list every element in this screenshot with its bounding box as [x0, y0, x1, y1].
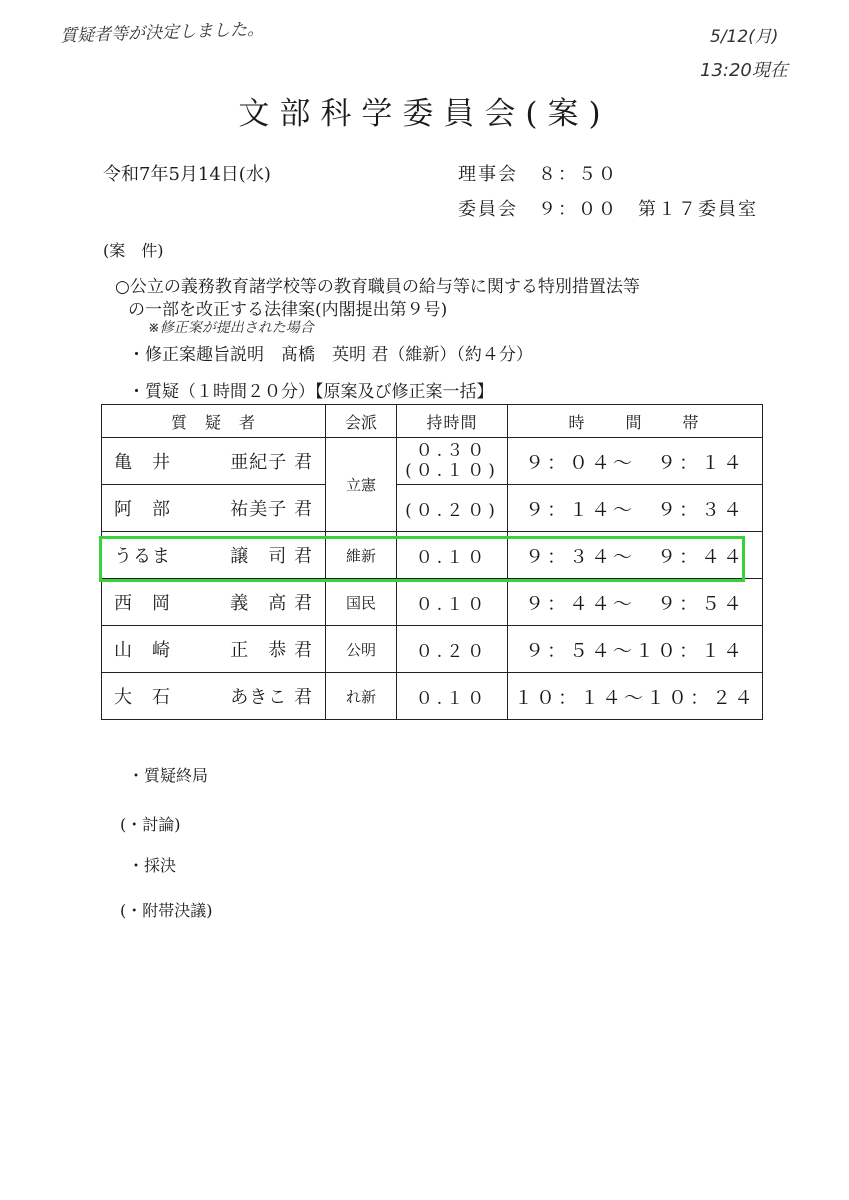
- party-cell: 公明: [326, 626, 397, 673]
- questioner-cell: [102, 579, 326, 626]
- meeting-date: 令和7年5月14日(水): [103, 164, 271, 185]
- time-note: (０.１０): [405, 461, 499, 481]
- page-title: 文部科学委員会(案): [238, 96, 611, 132]
- questioner-given: 亜紀子 君: [230, 452, 313, 473]
- questioner-cell: [102, 438, 326, 485]
- party-cell: 立憲: [326, 438, 397, 532]
- questioner-surname: 山 崎: [114, 640, 171, 661]
- questioner-surname: 阿 部: [114, 499, 171, 520]
- item-debate: (・討論): [120, 815, 181, 834]
- party-cell: 国民: [326, 579, 397, 626]
- qa-heading: ・質疑（１時間２０分）【原案及び修正案一括】: [128, 382, 494, 402]
- questioner-given: 譲 司 君: [230, 546, 313, 567]
- header-questioner: 質 疑 者: [102, 405, 326, 438]
- questioner-cell: [102, 626, 326, 673]
- table-row: [102, 673, 763, 720]
- questioner-cell: [102, 673, 326, 720]
- handwritten-note: 質疑者等が決定しました。: [59, 19, 265, 47]
- questioner-given: 正 恭 君: [230, 640, 313, 661]
- questioner-given: あきこ 君: [230, 687, 313, 708]
- time-cell: ０.１０: [397, 532, 508, 579]
- questioner-given: 義 高 君: [230, 593, 313, 614]
- header-party: 会派: [326, 405, 397, 438]
- header-time: 持時間: [397, 405, 508, 438]
- table-row: [102, 626, 763, 673]
- party-cell: 維新: [326, 532, 397, 579]
- table-row: [102, 579, 763, 626]
- board-meeting-time: 理事会 ８：５０: [458, 164, 618, 185]
- time-cell: (０.２０): [397, 485, 508, 532]
- handwritten-time: 13:20現在: [700, 60, 788, 81]
- questioner-surname: 亀 井: [114, 452, 171, 473]
- questioner-cell: [102, 485, 326, 532]
- slot-cell: ９：１４～ ９：３４: [508, 485, 763, 532]
- handwritten-date: 5/12(月): [710, 27, 779, 47]
- questioner-surname: 西 岡: [114, 593, 171, 614]
- party-cell: れ新: [326, 673, 397, 720]
- time-cell: ０.１０: [397, 579, 508, 626]
- slot-cell: １０：１４～１０：２４: [508, 673, 763, 720]
- slot-cell: ９：４４～ ９：５４: [508, 579, 763, 626]
- bill-title-line1: ○公立の義務教育諸学校等の教育職員の給与等に関する特別措置法等: [115, 277, 640, 297]
- committee-meeting-time: 委員会 ９：００ 第１７委員室: [458, 199, 758, 220]
- table-row: [102, 485, 763, 532]
- questioner-surname: 大 石: [114, 687, 171, 708]
- header-slot: 時 間 帯: [508, 405, 763, 438]
- item-vote: ・採決: [128, 856, 177, 875]
- slot-cell: ９：５４～１０：１４: [508, 626, 763, 673]
- item-resolution: (・附帯決議): [120, 901, 213, 920]
- time-cell: ０.２０: [397, 626, 508, 673]
- amendment-explanation: ・修正案趣旨説明 髙橋 英明 君（維新）（約４分）: [128, 345, 533, 365]
- highlight-box: [99, 536, 745, 582]
- bill-title-line2: の一部を改正する法律案(内閣提出第９号): [128, 300, 448, 320]
- agenda-header: (案 件): [103, 241, 164, 260]
- time-value: ０.３０: [415, 441, 489, 461]
- table-header-row: [102, 405, 763, 438]
- time-cell: ０.１０: [397, 673, 508, 720]
- item-qa-end: ・質疑終局: [128, 766, 209, 785]
- questioner-surname: うるま: [114, 546, 171, 567]
- table-row: [102, 438, 763, 485]
- time-cell: [397, 438, 508, 485]
- questioner-given: 祐美子 君: [230, 499, 313, 520]
- handwritten-amend-note: ※修正案が提出された場合: [148, 320, 314, 336]
- slot-cell: ９：３４～ ９：４４: [508, 532, 763, 579]
- slot-cell: ９：０４～ ９：１４: [508, 438, 763, 485]
